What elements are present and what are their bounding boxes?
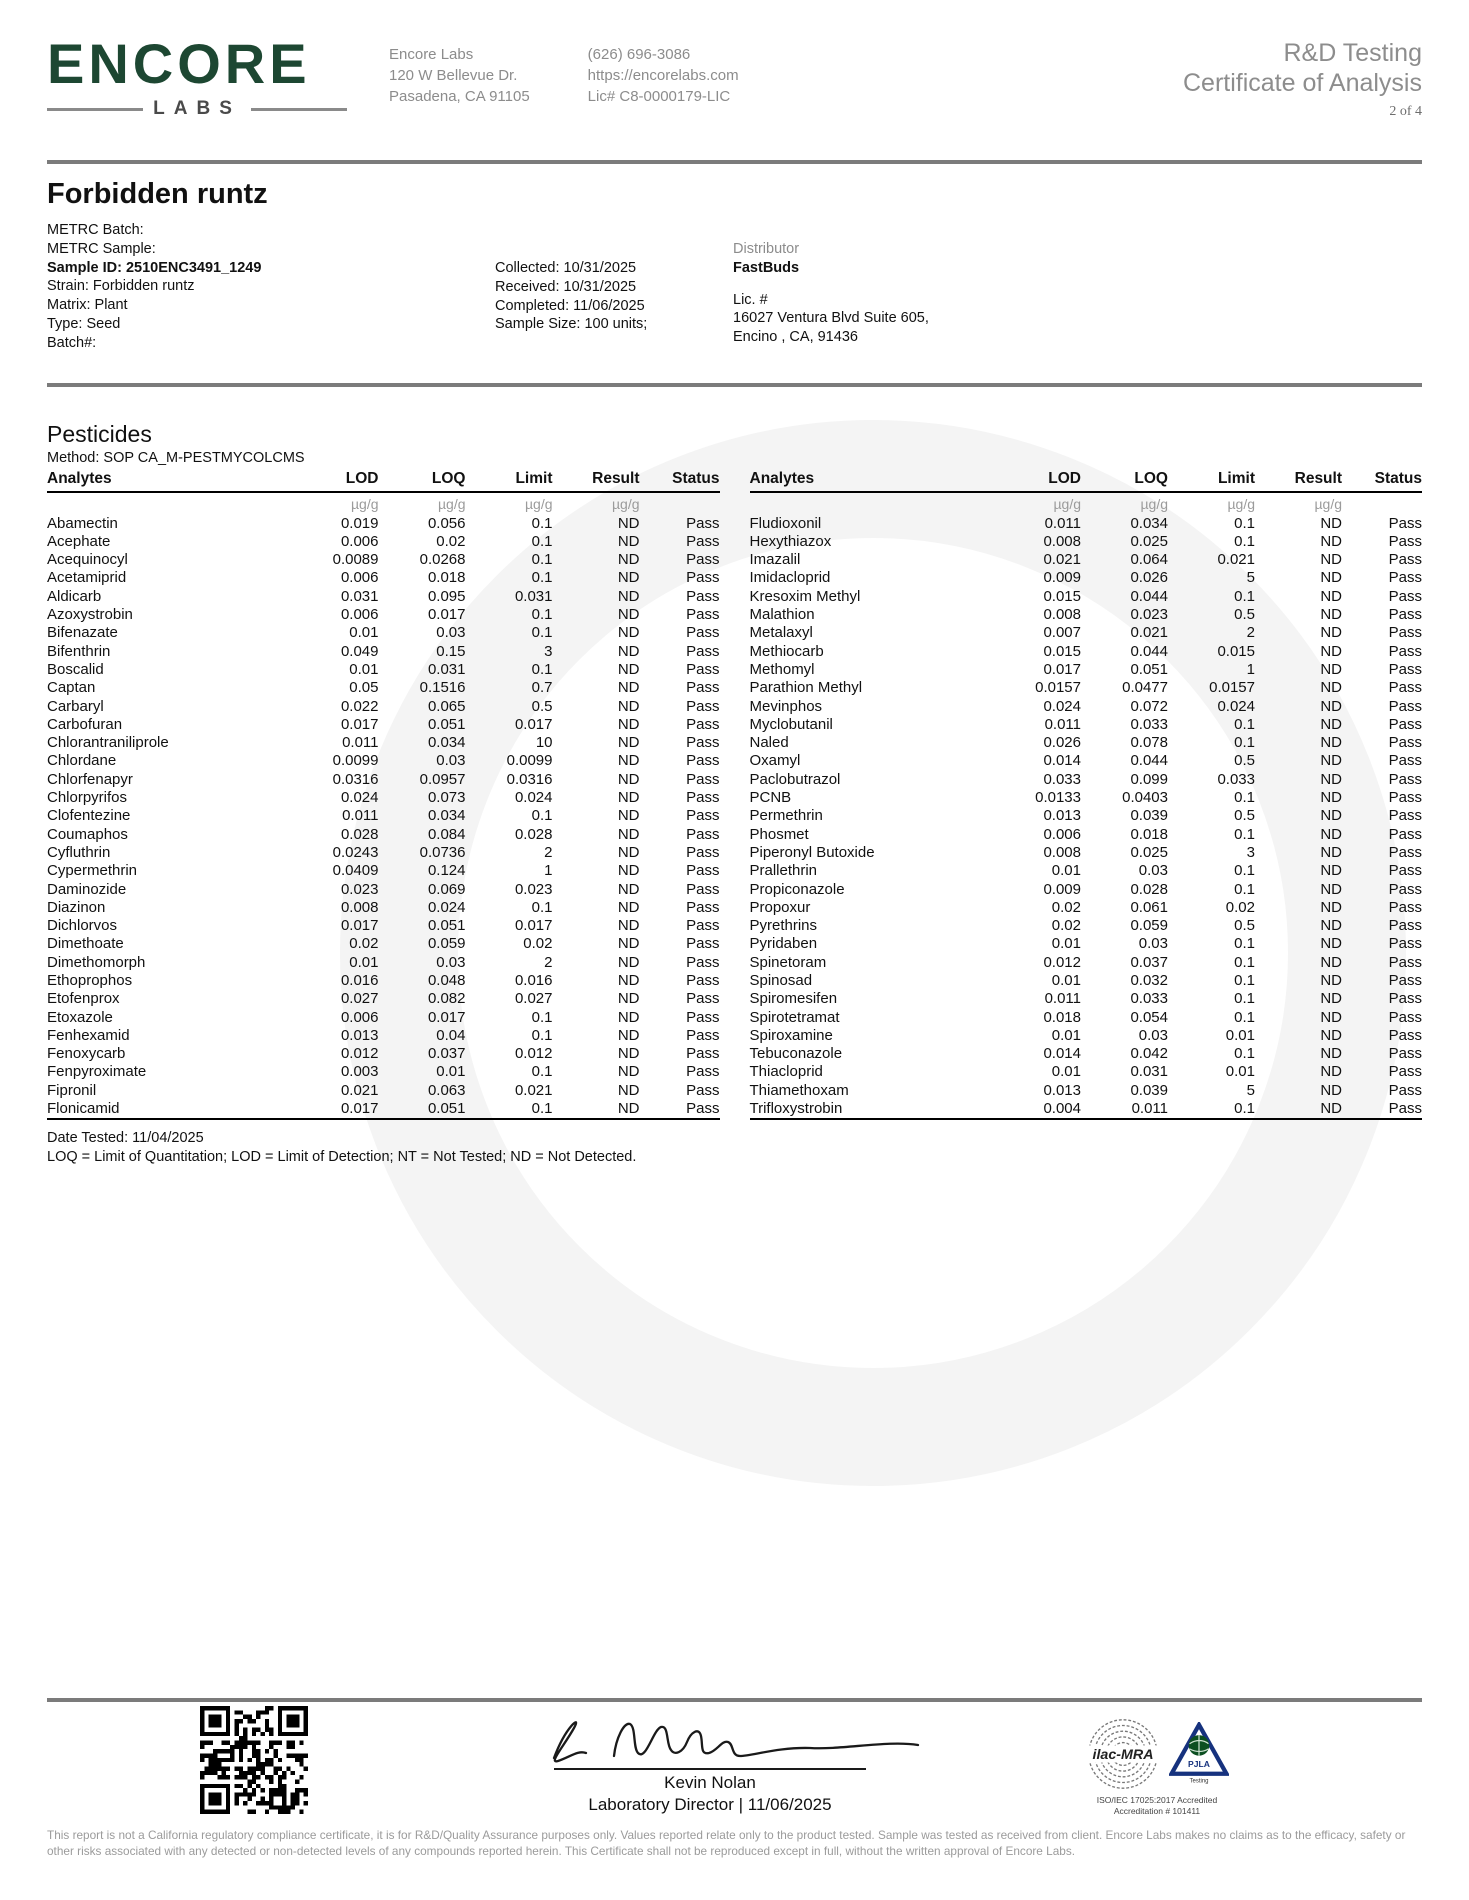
table-row: Spinetoram 0.012 0.037 0.1 ND Pass bbox=[749, 953, 1422, 971]
table-row: Pyrethrins 0.02 0.059 0.5 ND Pass bbox=[749, 917, 1422, 935]
column-header: Result bbox=[553, 470, 640, 492]
units-row: µg/g µg/g µg/g µg/g bbox=[350, 495, 640, 512]
column-header: LOD bbox=[994, 470, 1081, 492]
table-row: Hexythiazox 0.008 0.025 0.1 ND Pass bbox=[749, 532, 1422, 550]
column-header: LOQ bbox=[379, 470, 466, 492]
table-row: Thiacloprid 0.01 0.031 0.01 ND Pass bbox=[749, 1063, 1422, 1081]
sample-info-left bbox=[47, 221, 495, 353]
table-row: Oxamyl 0.014 0.044 0.5 ND Pass bbox=[749, 752, 1422, 770]
sample-type: Type: Seed bbox=[47, 315, 121, 332]
table-row: Acephate 0.006 0.02 0.1 ND Pass bbox=[47, 532, 720, 550]
table-row: Spiroxamine 0.01 0.03 0.01 ND Pass bbox=[749, 1026, 1422, 1044]
table-row: Fenpyroximate 0.003 0.01 0.1 ND Pass bbox=[47, 1063, 720, 1081]
ilac-mra-logo bbox=[1085, 1716, 1161, 1792]
table-row: Etofenprox 0.027 0.082 0.027 ND Pass bbox=[47, 990, 720, 1008]
table-row: Chlordane 0.0099 0.03 0.0099 ND Pass bbox=[47, 752, 720, 770]
svg-text:Testing: Testing bbox=[1189, 1778, 1209, 1785]
encore-logo bbox=[47, 32, 347, 120]
lab-website-link[interactable]: https://encorelabs.com bbox=[587, 67, 739, 84]
table-row: Bifenthrin 0.049 0.15 3 ND Pass bbox=[47, 642, 720, 660]
table-row: Chlorantraniliprole 0.011 0.034 10 ND Pass bbox=[47, 734, 720, 752]
pjla-logo bbox=[1169, 1722, 1229, 1786]
table-row: Coumaphos 0.028 0.084 0.028 ND Pass bbox=[47, 825, 720, 843]
table-row: Ethoprophos 0.016 0.048 0.016 ND Pass bbox=[47, 972, 720, 989]
lab-city: Pasadena, CA 91105 bbox=[389, 88, 530, 105]
table-row: Chlorfenapyr 0.0316 0.0957 0.0316 ND Pass bbox=[47, 770, 720, 788]
table-row: Propiconazole 0.009 0.028 0.1 ND Pass bbox=[749, 880, 1422, 898]
table-row: Aldicarb 0.031 0.095 0.031 ND Pass bbox=[47, 587, 720, 605]
table-row: Kresoxim Methyl 0.015 0.044 0.1 ND Pass bbox=[749, 587, 1422, 605]
lab-address-block bbox=[389, 44, 530, 107]
abbreviation-legend: LOQ = Limit of Quantitation; LOD = Limit of Detection; NT = Not Tested; ND = Not Detected. bbox=[47, 1149, 637, 1166]
accreditation-number: Accreditation # 101411 bbox=[1113, 1806, 1201, 1816]
column-header: Analytes bbox=[750, 470, 995, 492]
table-row: Trifloxystrobin 0.004 0.011 0.1 ND Pass bbox=[749, 1100, 1422, 1118]
metrc-batch: METRC Batch: bbox=[47, 222, 144, 238]
table-row: Cypermethrin 0.0409 0.124 1 ND Pass bbox=[47, 862, 720, 880]
accreditation-standard: ISO/IEC 17025:2017 Accredited bbox=[1096, 1795, 1218, 1805]
table-row: Spinosad 0.01 0.032 0.1 ND Pass bbox=[749, 972, 1422, 989]
distributor-street: 16027 Ventura Blvd Suite 605, bbox=[733, 310, 929, 327]
table-row: Fipronil 0.021 0.063 0.021 ND Pass bbox=[47, 1081, 720, 1099]
sample-size: Sample Size: 100 units; bbox=[495, 316, 648, 333]
table-row: Dimethoate 0.02 0.059 0.02 ND Pass bbox=[47, 935, 720, 953]
table-row: Phosmet 0.006 0.018 0.1 ND Pass bbox=[749, 825, 1422, 843]
signer-name: Kevin Nolan bbox=[664, 1773, 756, 1792]
sample-info bbox=[47, 221, 1422, 353]
logo-wordmark: ENCORE bbox=[47, 32, 311, 95]
table-row: Methomyl 0.017 0.051 1 ND Pass bbox=[749, 660, 1422, 678]
document-meta bbox=[1183, 38, 1422, 120]
pesticides-table-right bbox=[750, 470, 1423, 1121]
table-row: Clofentezine 0.011 0.034 0.1 ND Pass bbox=[47, 807, 720, 825]
lab-contact-block bbox=[588, 44, 739, 107]
page-indicator: 2 of 4 bbox=[1389, 104, 1422, 119]
table-row: Paclobutrazol 0.033 0.099 0.033 ND Pass bbox=[749, 770, 1422, 788]
table-row: Dichlorvos 0.017 0.051 0.017 ND Pass bbox=[47, 917, 720, 935]
doc-title: Certificate of Analysis bbox=[1183, 69, 1422, 97]
table-row: Spiromesifen 0.011 0.033 0.1 ND Pass bbox=[749, 990, 1422, 1008]
completed-date: Completed: 11/06/2025 bbox=[495, 297, 645, 314]
column-header: Result bbox=[1255, 470, 1342, 492]
strain: Strain: Forbidden runtz bbox=[47, 278, 195, 295]
table-row: Fenoxycarb 0.012 0.037 0.012 ND Pass bbox=[47, 1045, 720, 1063]
table-row: Spirotetramat 0.018 0.054 0.1 ND Pass bbox=[749, 1008, 1422, 1026]
matrix: Matrix: Plant bbox=[47, 297, 128, 314]
pesticides-table-left bbox=[47, 470, 720, 1121]
table-row: Abamectin 0.019 0.056 0.1 ND Pass bbox=[47, 514, 720, 532]
batch-number: Batch#: bbox=[47, 334, 97, 351]
table-row: Naled 0.026 0.078 0.1 ND Pass bbox=[749, 734, 1422, 752]
signature-block bbox=[470, 1700, 950, 1816]
table-row: Imazalil 0.021 0.064 0.021 ND Pass bbox=[749, 551, 1422, 569]
table-row: Mevinphos 0.024 0.072 0.024 ND Pass bbox=[749, 697, 1422, 715]
table-row: Parathion Methyl 0.0157 0.0477 0.0157 ND Pass bbox=[749, 679, 1422, 697]
distributor-block bbox=[733, 240, 1422, 353]
table-row: Piperonyl Butoxide 0.008 0.025 3 ND Pass bbox=[749, 843, 1422, 861]
units-row: µg/g µg/g µg/g µg/g bbox=[1053, 495, 1342, 512]
table-row: Carbaryl 0.022 0.065 0.5 ND Pass bbox=[47, 697, 720, 715]
table-row: Captan 0.05 0.1516 0.7 ND Pass bbox=[47, 679, 720, 697]
section-divider bbox=[47, 383, 1422, 387]
method-line: Method: SOP CA_M-PESTMYCOLCMS bbox=[47, 449, 305, 466]
table-row: Tebuconazole 0.014 0.042 0.1 ND Pass bbox=[749, 1045, 1422, 1063]
table-row: Metalaxyl 0.007 0.021 2 ND Pass bbox=[749, 624, 1422, 642]
distributor-license: Lic. # bbox=[733, 291, 768, 308]
metrc-sample: METRC Sample: bbox=[47, 240, 156, 257]
table-row: Thiamethoxam 0.013 0.039 5 ND Pass bbox=[749, 1081, 1422, 1099]
column-header: LOQ bbox=[1081, 470, 1168, 492]
pesticides-tables bbox=[47, 470, 1422, 1121]
sample-id: Sample ID: 2510ENC3491_1249 bbox=[47, 259, 262, 276]
lab-license: Lic# C8-0000179-LIC bbox=[587, 88, 731, 105]
table-row: Propoxur 0.02 0.061 0.02 ND Pass bbox=[749, 898, 1422, 916]
svg-text:PJLA: PJLA bbox=[1188, 1758, 1210, 1769]
column-header: Status bbox=[1342, 470, 1422, 492]
table-row: Daminozide 0.023 0.069 0.023 ND Pass bbox=[47, 880, 720, 898]
header bbox=[47, 0, 1422, 146]
table-row: Malathion 0.008 0.023 0.5 ND Pass bbox=[749, 606, 1422, 624]
signer-title: Laboratory Director | 11/06/2025 bbox=[588, 1795, 832, 1814]
table-row: Fenhexamid 0.013 0.04 0.1 ND Pass bbox=[47, 1026, 720, 1044]
report-type: R&D Testing bbox=[1283, 39, 1422, 67]
section-title-pesticides: Pesticides bbox=[47, 420, 152, 447]
column-header: Status bbox=[640, 470, 720, 492]
table-row: Prallethrin 0.01 0.03 0.1 ND Pass bbox=[749, 862, 1422, 880]
header-divider bbox=[47, 160, 1422, 164]
accreditation-block bbox=[1062, 1716, 1252, 1817]
table-row: Chlorpyrifos 0.024 0.073 0.024 ND Pass bbox=[47, 789, 720, 807]
logo-rule-left bbox=[47, 108, 143, 111]
table-row: Cyfluthrin 0.0243 0.0736 2 ND Pass bbox=[47, 843, 720, 861]
qr-code bbox=[200, 1706, 308, 1814]
disclaimer-text: This report is not a California regulatory compliance certificate, it is for R&D/Quality Assurance purposes only. Values reported relate only to the product tested. Sample was tested as received from client. Encore Labs makes no claims as to the efficacy, safety or other risks associated with any detected or non-detected levels of any compounds reported herein. This Certificate shall not be reproduced except in full, without the written approval of Encore Labs. bbox=[47, 1828, 1406, 1858]
logo-rule-right bbox=[251, 108, 347, 111]
distributor-name: FastBuds bbox=[733, 259, 800, 276]
table-row: Acequinocyl 0.0089 0.0268 0.1 ND Pass bbox=[47, 551, 720, 569]
table-row: Imidacloprid 0.009 0.026 5 ND Pass bbox=[749, 569, 1422, 587]
table-row: Methiocarb 0.015 0.044 0.015 ND Pass bbox=[749, 642, 1422, 660]
table-row: Permethrin 0.013 0.039 0.5 ND Pass bbox=[749, 807, 1422, 825]
distributor-label: Distributor bbox=[733, 241, 800, 257]
table-row: PCNB 0.0133 0.0403 0.1 ND Pass bbox=[749, 789, 1422, 807]
lab-street: 120 W Bellevue Dr. bbox=[389, 67, 518, 84]
date-tested: Date Tested: 11/04/2025 bbox=[47, 1130, 204, 1147]
lab-name: Encore Labs bbox=[389, 46, 474, 63]
table-row: Carbofuran 0.017 0.051 0.017 ND Pass bbox=[47, 715, 720, 733]
lab-phone: (626) 696-3086 bbox=[587, 46, 691, 63]
column-header: Limit bbox=[466, 470, 553, 492]
table-row: Fludioxonil 0.011 0.034 0.1 ND Pass bbox=[749, 514, 1422, 532]
table-row: Flonicamid 0.017 0.051 0.1 ND Pass bbox=[47, 1100, 720, 1118]
table-row: Diazinon 0.008 0.024 0.1 ND Pass bbox=[47, 898, 720, 916]
product-title: Forbidden runtz bbox=[47, 178, 268, 210]
column-header: LOD bbox=[292, 470, 379, 492]
table-row: Azoxystrobin 0.006 0.017 0.1 ND Pass bbox=[47, 606, 720, 624]
column-header: Limit bbox=[1168, 470, 1255, 492]
table-row: Myclobutanil 0.011 0.033 0.1 ND Pass bbox=[749, 715, 1422, 733]
table-row: Bifenazate 0.01 0.03 0.1 ND Pass bbox=[47, 624, 720, 642]
signature-line bbox=[554, 1768, 866, 1770]
table-row: Dimethomorph 0.01 0.03 2 ND Pass bbox=[47, 953, 720, 971]
received-date: Received: 10/31/2025 bbox=[495, 278, 637, 295]
table-row: Pyridaben 0.01 0.03 0.1 ND Pass bbox=[749, 935, 1422, 953]
sample-dates bbox=[495, 259, 733, 353]
column-header: Analytes bbox=[47, 470, 292, 492]
table-row: Etoxazole 0.006 0.017 0.1 ND Pass bbox=[47, 1008, 720, 1026]
logo-sub-label: LABS bbox=[153, 98, 241, 119]
distributor-city: Encino , CA, 91436 bbox=[733, 329, 858, 346]
table-row: Boscalid 0.01 0.031 0.1 ND Pass bbox=[47, 660, 720, 678]
collected-date: Collected: 10/31/2025 bbox=[495, 260, 637, 276]
table-row: Acetamiprid 0.006 0.018 0.1 ND Pass bbox=[47, 569, 720, 587]
svg-text:ilac-MRA: ilac-MRA bbox=[1092, 1746, 1154, 1763]
